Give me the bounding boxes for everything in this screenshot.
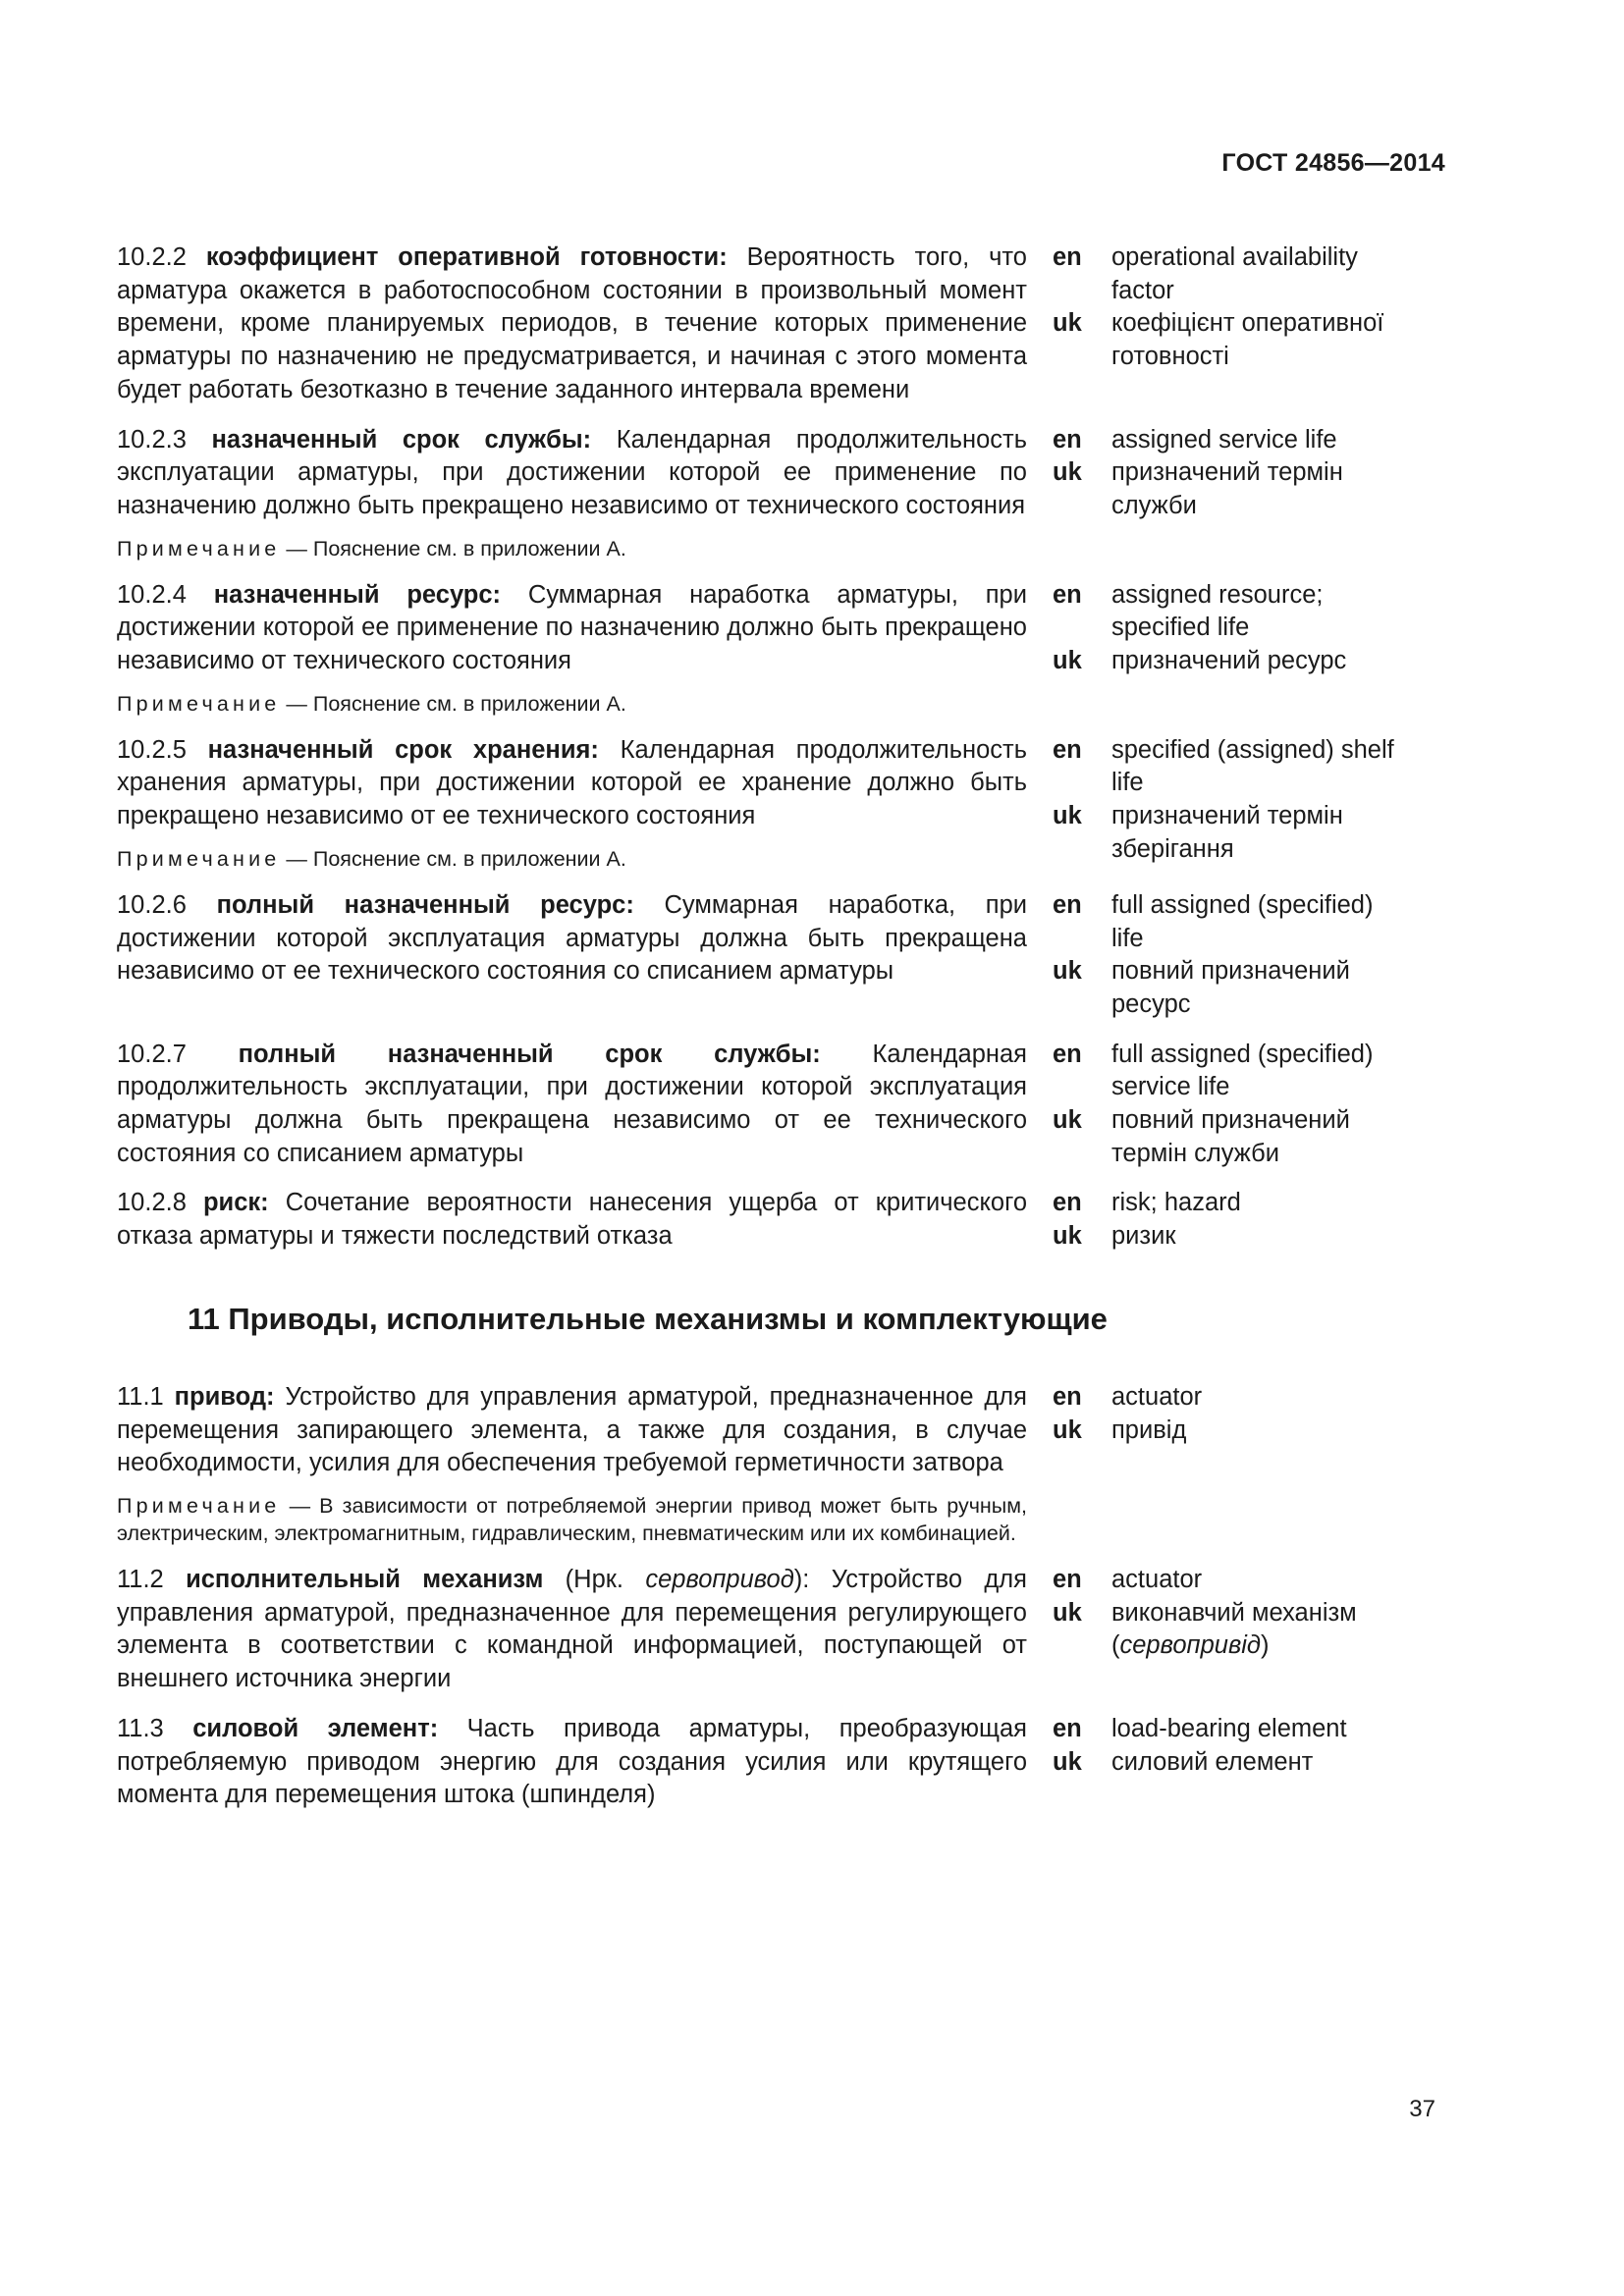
ukrainian-term: повний призначений термін служби bbox=[1111, 1106, 1350, 1167]
lang-code-uk: uk bbox=[1053, 1415, 1082, 1444]
clause-number: 10.2.2 bbox=[117, 243, 187, 271]
note-label: Примечание bbox=[117, 691, 281, 716]
term-name: силовой элемент: bbox=[192, 1714, 439, 1742]
english-term: load-bearing element bbox=[1111, 1714, 1347, 1742]
term-name: исполнительный механизм bbox=[186, 1565, 544, 1593]
clause-number: 10.2.6 bbox=[117, 890, 187, 919]
definition-text: Устройство для управления арматурой, предназначенное для перемещения запирающего элемента, а также для создания, в случае необходимости, усилия для обеспечения требуемой герметичности затвора bbox=[117, 1382, 1027, 1477]
lang-code-en: en bbox=[1053, 735, 1082, 764]
note-text: — Пояснение см. в приложении А. bbox=[280, 691, 626, 716]
term-entry-10-2-4 bbox=[117, 579, 1423, 678]
note bbox=[117, 690, 1027, 718]
lang-code-uk: uk bbox=[1053, 1598, 1082, 1627]
definition-text: Календарная продолжительность эксплуатации арматуры, при достижении которой ее применение по назначению должно быть прекращено независимо от технического состояния bbox=[117, 425, 1027, 519]
lang-code-en: en bbox=[1053, 425, 1082, 454]
term-entry-11-2 bbox=[117, 1564, 1423, 1696]
note bbox=[117, 1492, 1027, 1547]
term-name: полный назначенный срок службы: bbox=[238, 1040, 821, 1068]
term-definition bbox=[117, 1039, 1027, 1171]
term-entry-10-2-8 bbox=[117, 1187, 1423, 1253]
term-definition bbox=[117, 241, 1027, 407]
term-name: привод: bbox=[174, 1382, 275, 1411]
lang-code-uk: uk bbox=[1053, 1747, 1082, 1776]
definition-prefix: (Нрк. bbox=[543, 1565, 646, 1593]
english-term: full assigned (specified) life bbox=[1111, 890, 1374, 952]
note-label: Примечание bbox=[117, 846, 281, 871]
english-term: risk; hazard bbox=[1111, 1189, 1241, 1217]
term-definition bbox=[117, 1381, 1027, 1480]
lang-code-uk: uk bbox=[1053, 1106, 1082, 1135]
note-text: — Пояснение см. в приложении А. bbox=[280, 846, 626, 871]
ukrainian-term: повний призначений ресурс bbox=[1111, 957, 1350, 1018]
english-term: specified (assigned) shelf life bbox=[1111, 735, 1394, 797]
lang-code-en: en bbox=[1053, 1382, 1082, 1411]
term-equivalents bbox=[1053, 579, 1396, 678]
term-definition bbox=[117, 1713, 1027, 1812]
ukrainian-term: коефіцієнт оперативної готовності bbox=[1111, 309, 1384, 371]
term-equivalents bbox=[1053, 1564, 1396, 1663]
term-equivalents bbox=[1053, 1381, 1396, 1447]
note-label: Примечание bbox=[117, 1493, 281, 1518]
document-body bbox=[117, 241, 1423, 1812]
clause-number: 10.2.5 bbox=[117, 735, 187, 764]
term-definition bbox=[117, 424, 1027, 523]
note-text: — В зависимости от потребляемой энергии привод может быть ручным, электрическим, электромагнитным, гидравлическим, пневматическим или их комбинацией. bbox=[117, 1493, 1027, 1545]
definition-text: Часть привода арматуры, преобразующая потребляемую приводом энергию для создания усилия или крутящего момента для перемещения штока (шпинделя) bbox=[117, 1714, 1027, 1809]
lang-code-uk: uk bbox=[1053, 1222, 1082, 1251]
ukrainian-alt-term: сервопривід bbox=[1119, 1631, 1262, 1660]
ukrainian-term-main: виконавчий механізм bbox=[1111, 1598, 1357, 1627]
term-definition bbox=[117, 579, 1027, 678]
definition-text: Календарная продолжительность хранения арматуры, при достижении которой ее хранение должно быть прекращено независимо от ее технического состояния bbox=[117, 735, 1027, 830]
term-equivalents bbox=[1053, 1713, 1396, 1779]
english-term: assigned service life bbox=[1111, 425, 1337, 454]
term-equivalents bbox=[1053, 1187, 1396, 1253]
english-term: operational availability factor bbox=[1111, 243, 1358, 304]
term-equivalents bbox=[1053, 734, 1396, 867]
note bbox=[117, 845, 1027, 873]
note-text: — Пояснение см. в приложении А. bbox=[280, 536, 626, 561]
lang-code-uk: uk bbox=[1053, 802, 1082, 830]
clause-number: 10.2.7 bbox=[117, 1040, 187, 1068]
section-heading: 11 Приводы, исполнительные механизмы и комплектующие bbox=[188, 1301, 1108, 1336]
definition-text: Вероятность того, что арматура окажется в работоспособном состоянии в произвольный момент времени, кроме планируемых периодов, в течение которых применение арматуры по назначению не предусматривается, и начиная с этого момента будет работать безотказно в течение заданного интервала времени bbox=[117, 243, 1027, 403]
ukrainian-term: привід bbox=[1111, 1415, 1187, 1444]
lang-code-en: en bbox=[1053, 243, 1082, 271]
paren-close: ) bbox=[1261, 1631, 1270, 1660]
clause-number: 11.2 bbox=[117, 1565, 164, 1593]
lang-code-uk: uk bbox=[1053, 458, 1082, 487]
clause-number: 10.2.3 bbox=[117, 425, 187, 454]
lang-code-en: en bbox=[1053, 580, 1082, 609]
term-equivalents bbox=[1053, 241, 1396, 374]
lang-code-uk: uk bbox=[1053, 309, 1082, 338]
page-number: 37 bbox=[1409, 2096, 1435, 2122]
term-entry-11-3 bbox=[117, 1713, 1423, 1812]
term-equivalents bbox=[1053, 424, 1396, 523]
lang-code-en: en bbox=[1053, 1189, 1082, 1217]
document-number: ГОСТ 24856—2014 bbox=[1221, 149, 1445, 177]
clause-number: 11.3 bbox=[117, 1714, 164, 1742]
ukrainian-term bbox=[1111, 1597, 1396, 1663]
term-entry-10-2-5 bbox=[117, 734, 1423, 873]
ukrainian-term: силовий елемент bbox=[1111, 1747, 1314, 1776]
term-definition bbox=[117, 1564, 1027, 1696]
term-entry-10-2-7 bbox=[117, 1039, 1423, 1171]
term-entry-10-2-6 bbox=[117, 889, 1423, 1022]
term-definition bbox=[117, 1187, 1027, 1253]
clause-number: 10.2.8 bbox=[117, 1189, 187, 1217]
lang-code-en: en bbox=[1053, 890, 1082, 919]
term-name: назначенный срок службы: bbox=[211, 425, 592, 454]
term-name: полный назначенный ресурс: bbox=[216, 890, 634, 919]
ukrainian-term: ризик bbox=[1111, 1222, 1176, 1251]
lang-code-en: en bbox=[1053, 1565, 1082, 1593]
deprecated-term: сервопривод bbox=[645, 1565, 794, 1593]
definition-text: Сочетание вероятности нанесения ущерба от критического отказа арматуры и тяжести последствий отказа bbox=[117, 1189, 1028, 1251]
ukrainian-term: призначений термін зберігання bbox=[1111, 802, 1343, 863]
ukrainian-term: призначений термін служби bbox=[1111, 458, 1343, 519]
definition-text: Суммарная наработка, при достижении которой эксплуатация арматуры должна быть прекращена независимо от ее технического состояния со списанием арматуры bbox=[117, 890, 1028, 986]
clause-number: 11.1 bbox=[117, 1382, 164, 1411]
term-definition bbox=[117, 734, 1027, 873]
term-name: назначенный срок хранения: bbox=[207, 735, 599, 764]
english-term: assigned resource; specified life bbox=[1111, 580, 1324, 642]
lang-code-en: en bbox=[1053, 1040, 1082, 1068]
paren-open: ( bbox=[1111, 1631, 1120, 1660]
english-term: full assigned (specified) service life bbox=[1111, 1040, 1374, 1101]
term-entry-11-1 bbox=[117, 1381, 1423, 1480]
term-equivalents bbox=[1053, 1039, 1396, 1171]
ukrainian-term: призначений ресурс bbox=[1111, 647, 1347, 675]
note bbox=[117, 535, 1027, 562]
term-entry-10-2-2 bbox=[117, 241, 1423, 407]
term-name: риск: bbox=[202, 1189, 269, 1217]
term-entry-10-2-3 bbox=[117, 424, 1423, 523]
lang-code-uk: uk bbox=[1053, 647, 1082, 675]
term-name: коэффициент оперативной готовности: bbox=[205, 243, 728, 271]
definition-text: Суммарная наработка арматуры, при достижении которой ее применение по назначению должно быть прекращено независимо от технического состояния bbox=[117, 580, 1027, 675]
term-definition bbox=[117, 889, 1027, 988]
clause-number: 10.2.4 bbox=[117, 580, 187, 609]
lang-code-uk: uk bbox=[1053, 957, 1082, 986]
definition-text: ): Устройство для управления арматурой, предназначенное для перемещения регулирующего элемента в соответствии с командной информацией, поступающей от внешнего источника энергии bbox=[117, 1565, 1027, 1693]
english-term: actuator bbox=[1111, 1565, 1203, 1593]
lang-code-en: en bbox=[1053, 1714, 1082, 1742]
term-name: назначенный ресурс: bbox=[213, 580, 502, 609]
note-label: Примечание bbox=[117, 536, 281, 561]
term-equivalents bbox=[1053, 889, 1396, 1022]
definition-text: Календарная продолжительность эксплуатации, при достижении которой эксплуатация арматуры должна быть прекращена независимо от ее технического состояния со списанием арматуры bbox=[117, 1040, 1027, 1167]
english-term: actuator bbox=[1111, 1382, 1203, 1411]
